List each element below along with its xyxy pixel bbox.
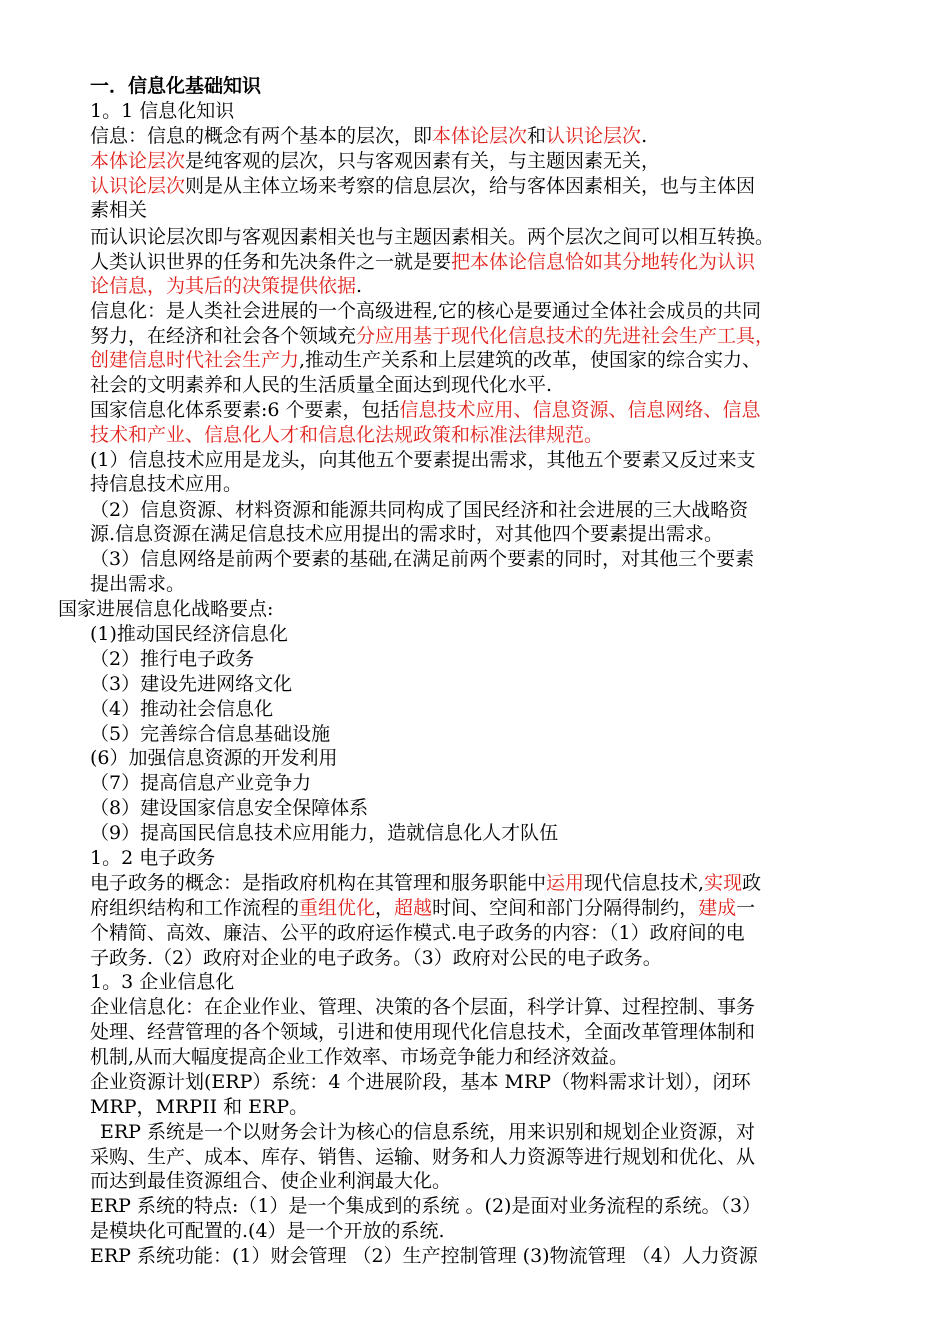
section-title: 一．信息化基础知识 <box>90 75 262 97</box>
paragraph-line: 源.信息资源在满足信息技术应用提出的需求时，对其他四个要素提出需求。 <box>90 523 724 545</box>
highlight-text: 运用 <box>546 872 585 894</box>
list-item: （3）建设先进网络文化 <box>90 673 293 695</box>
paragraph-line: 社会的文明素养和人民的生活质量全面达到现代化水平. <box>90 374 553 396</box>
paragraph-line: （3）信息网络是前两个要素的基础,在满足前两个要素的同时，对其他三个要素 <box>90 548 755 570</box>
highlight-text: 超越 <box>394 897 433 919</box>
paragraph-line: 技术和产业、信息化人才和信息化法规政策和标准法律规范。 <box>90 424 604 446</box>
highlight-text: 建成 <box>698 897 737 919</box>
subsection-heading: 1。1 信息化知识 <box>90 100 235 122</box>
list-item: (6）加强信息资源的开发利用 <box>90 747 338 769</box>
highlight-text: 认识论层次 <box>90 175 186 197</box>
subsection-heading: 1。2 电子政务 <box>90 847 216 869</box>
list-item: （2）推行电子政务 <box>90 648 255 670</box>
list-item: （8）建设国家信息安全保障体系 <box>90 797 369 819</box>
paragraph-line: 认识论层次则是从主体立场来考察的信息层次，给与客体因素相关，也与主体因 <box>90 175 756 197</box>
paragraph-line: 持信息技术应用。 <box>90 473 243 495</box>
paragraph-line: 人类认识世界的任务和先决条件之一就是要把本体论信息恰如其分地转化为认识 <box>90 251 756 273</box>
subsection-heading: 1。3 企业信息化 <box>90 971 235 993</box>
paragraph-line: ERP 系统功能：(1）财会管理 （2）生产控制管理 (3)物流管理 （4）人力资源 <box>90 1245 758 1267</box>
paragraph-line: 而达到最佳资源组合、使企业利润最大化。 <box>90 1170 452 1192</box>
paragraph-line: 素相关 <box>90 199 148 221</box>
paragraph-line: 努力，在经济和社会各个领域充分应用基于现代化信息技术的先进社会生产工具， <box>90 325 775 347</box>
paragraph-line: 府组织结构和工作流程的重组优化，超越时间、空间和部门分隔得制约，建成一 <box>90 897 756 919</box>
paragraph-line: 个精简、高效、廉洁、公平的政府运作模式.电子政务的内容：（1）政府间的电 <box>90 922 745 944</box>
paragraph-line: 是模块化可配置的.(4）是一个开放的系统. <box>90 1220 445 1242</box>
highlight-text: 把本体论信息恰如其分地转化为认识 <box>451 251 756 273</box>
paragraph-line: 子政务.（2）政府对企业的电子政务。（3）政府对公民的电子政务。 <box>90 947 662 969</box>
paragraph-line: (1）信息技术应用是龙头，向其他五个要素提出需求，其他五个要素又反过来支 <box>90 449 756 471</box>
paragraph-line: MRP，MRPII 和 ERP。 <box>90 1096 309 1118</box>
highlight-text: 分应用基于现代化信息技术的先进社会生产工具， <box>356 325 775 347</box>
paragraph-line: 本体论层次是纯客观的层次，只与客观因素有关，与主题因素无关， <box>90 150 661 172</box>
highlight-text: 本体论层次 <box>90 150 186 172</box>
highlight-text: 信息技术应用、信息资源、信息网络、信息 <box>399 399 761 421</box>
paragraph-line: 信息化：是人类社会进展的一个高级进程,它的核心是要通过全体社会成员的共同 <box>90 300 762 322</box>
list-item: （7）提高信息产业竞争力 <box>90 772 312 794</box>
paragraph-line: 电子政务的概念：是指政府机构在其管理和服务职能中运用现代信息技术,实现政 <box>90 872 762 894</box>
paragraph-line: 信息：信息的概念有两个基本的层次，即本体论层次和认识论层次. <box>90 125 648 147</box>
paragraph-line: ERP 系统是一个以财务会计为核心的信息系统，用来识别和规划企业资源，对 <box>100 1121 756 1143</box>
paragraph-line: 企业资源计划(ERP）系统：4 个进展阶段，基本 MRP（物料需求计划），闭环 <box>90 1071 751 1093</box>
paragraph-line: 创建信息时代社会生产力,推动生产关系和上层建筑的改革，使国家的综合实力、 <box>90 349 762 371</box>
highlight-text: 认识论层次 <box>546 125 642 147</box>
paragraph-line: 国家进展信息化战略要点: <box>58 598 274 620</box>
paragraph-line: 提出需求。 <box>90 573 186 595</box>
paragraph-line: （2）信息资源、材料资源和能源共同构成了国民经济和社会进展的三大战略资 <box>90 499 749 521</box>
paragraph-line: 论信息，为其后的决策提供依据. <box>90 275 363 297</box>
paragraph-line: 国家信息化体系要素:6 个要素，包括信息技术应用、信息资源、信息网络、信息 <box>90 399 761 421</box>
paragraph-line: 机制,从而大幅度提高企业工作效率、市场竞争能力和经济效益。 <box>90 1046 629 1068</box>
list-item: (1)推动国民经济信息化 <box>90 623 288 645</box>
list-item: （4）推动社会信息化 <box>90 698 274 720</box>
highlight-text: 实现 <box>704 872 743 894</box>
paragraph-line: 采购、生产、成本、库存、销售、运输、财务和人力资源等进行规划和优化、从 <box>90 1146 756 1168</box>
highlight-text: 创建信息时代社会生产力 <box>90 349 300 371</box>
highlight-text: 重组优化 <box>299 897 376 919</box>
highlight-text: 本体论层次 <box>432 125 528 147</box>
list-item: （5）完善综合信息基础设施 <box>90 723 331 745</box>
paragraph-line: ERP 系统的特点:（1）是一个集成到的系统 。(2)是面对业务流程的系统。（3） <box>90 1195 762 1217</box>
paragraph-line: 处理、经营管理的各个领域，引进和使用现代化信息技术，全面改革管理体制和 <box>90 1021 756 1043</box>
paragraph-line: 企业信息化：在企业作业、管理、决策的各个层面，科学计算、过程控制、事务 <box>90 996 756 1018</box>
paragraph-line: 而认识论层次即与客观因素相关也与主题因素相关。两个层次之间可以相互转换。 <box>90 226 775 248</box>
list-item: （9）提高国民信息技术应用能力，造就信息化人才队伍 <box>90 822 559 844</box>
